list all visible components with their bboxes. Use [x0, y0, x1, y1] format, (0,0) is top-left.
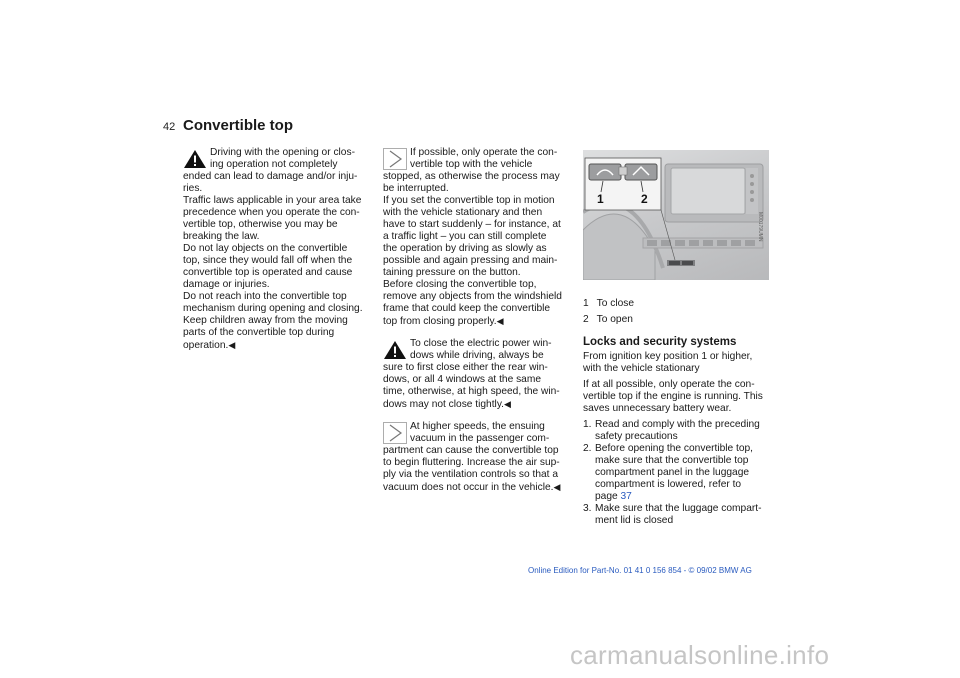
paragraph-line: From ignition key position 1 or higher, [583, 351, 753, 362]
warning-line: damage or injuries. [183, 279, 270, 290]
note-line: frame that could keep the convertible [383, 303, 551, 314]
warning-triangle-icon [383, 339, 407, 361]
note-lead-line: At higher speeds, the ensuing [410, 421, 545, 432]
note-line: the operation by driving as slowly as [383, 243, 547, 254]
warning-line: sure to first close either the rear win- [383, 362, 548, 373]
note-line: have to start suddenly – for instance, at [383, 219, 561, 230]
warning-line: Do not reach into the convertible top [183, 291, 347, 302]
legend-number: 2 [583, 314, 589, 325]
note-line [383, 315, 576, 328]
page-number: 42 [163, 121, 176, 133]
callout-2-label: 2 [641, 192, 648, 206]
warning-note-driving [183, 147, 376, 352]
paragraph-line: vertible top if the engine is running. This [583, 391, 763, 402]
warning-line: vertible top, otherwise you may be [183, 219, 338, 230]
step-line: compartment panel in the luggage [595, 467, 750, 478]
note-line: stopped, as otherwise the process may [383, 171, 560, 182]
end-mark-icon: ◀ [503, 399, 511, 409]
step-line: make sure that the convertible top [595, 455, 749, 466]
warning-lead-line: To close the electric power win- [410, 338, 552, 349]
note-line [383, 481, 576, 494]
step-item [583, 443, 777, 503]
site-watermark: carmanualsonline.info [570, 640, 830, 670]
step-line [595, 491, 777, 503]
warning-line-text: operation. [183, 340, 229, 351]
warning-lead-line: Driving with the opening or clos- [210, 147, 355, 158]
legend-item [583, 314, 777, 326]
step-item [583, 419, 777, 443]
note-line: partment can cause the convertible top [383, 445, 559, 456]
note-line: to begin fluttering. Increase the air sup- [383, 457, 560, 468]
dashboard-illustration [583, 150, 769, 280]
step-number: 1. [583, 419, 592, 430]
note-line: possible and again pressing and main- [383, 255, 558, 266]
warning-line [383, 398, 576, 411]
legend-item [583, 298, 777, 310]
warning-line: top, since they would fall off when the [183, 255, 353, 266]
page-reference-link[interactable]: 37 [620, 491, 632, 502]
end-mark-icon: ◀ [228, 340, 236, 350]
warning-line: precedence when you operate the con- [183, 207, 360, 218]
warning-line: time, otherwise, at high speed, the win- [383, 386, 560, 397]
note-arrow-icon [383, 148, 407, 170]
image-reference-id: M00179UMN [757, 212, 763, 242]
page-ref-prefix: page [595, 491, 621, 502]
step-line: ment lid is closed [595, 515, 674, 526]
note-line: remove any objects from the windshield [383, 291, 562, 302]
warning-line: ended can lead to damage and/or inju- [183, 171, 358, 182]
warning-note-windows [383, 338, 576, 411]
step-line: Read and comply with the preceding [595, 419, 760, 430]
step-line: compartment is lowered, refer to [595, 479, 742, 490]
warning-line [183, 339, 376, 352]
warning-line: ries. [183, 183, 203, 194]
note-line: be interrupted. [383, 183, 449, 194]
note-lead-line: vertible top with the vehicle [410, 159, 533, 170]
legend-label: To open [596, 314, 633, 325]
column-3 [583, 150, 777, 527]
warning-line: dows, or all 4 windows at the same [383, 374, 541, 385]
paragraph-line: saves unnecessary battery wear. [583, 403, 732, 414]
warning-line: ing operation not completely [210, 159, 338, 170]
column-2 [383, 147, 576, 504]
note-line: ply via the ventilation controls so that a [383, 469, 558, 480]
photo-legend [583, 298, 777, 326]
warning-line: mechanism during opening and closing. [183, 303, 363, 314]
warning-line: convertible top is operated and cause [183, 267, 353, 278]
note-arrow-icon [383, 422, 407, 444]
steps-list [583, 419, 777, 527]
info-note-fluttering [383, 421, 576, 494]
step-item [583, 503, 777, 527]
note-line: with the vehicle stationary and then [383, 207, 543, 218]
note-lead-line: vacuum in the passenger com- [410, 433, 550, 444]
info-note-operate-stationary [383, 147, 576, 328]
warning-line-text: dows may not close tightly. [383, 399, 504, 410]
step-line: safety precautions [595, 431, 678, 442]
paragraph-line: with the vehicle stationary [583, 363, 700, 374]
step-line: Before opening the convertible top, [595, 443, 754, 454]
note-lead-line: If possible, only operate the con- [410, 147, 558, 158]
note-line-text: top from closing properly. [383, 316, 497, 327]
note-line: If you set the convertible top in motion [383, 195, 555, 206]
section-heading: Locks and security systems [583, 336, 737, 348]
note-line: Before closing the convertible top, [383, 279, 537, 290]
warning-line: Keep children away from the moving [183, 315, 348, 326]
paragraph-line: If at all possible, only operate the con- [583, 379, 755, 390]
callout-1-label: 1 [597, 192, 604, 206]
dashboard-photo [583, 150, 769, 280]
warning-line: Do not lay objects on the convertible [183, 243, 348, 254]
paragraph-engine [583, 379, 777, 415]
end-mark-icon: ◀ [496, 316, 504, 326]
warning-line: parts of the convertible top during [183, 327, 335, 338]
step-number: 2. [583, 443, 592, 454]
warning-line: breaking the law. [183, 231, 260, 242]
legend-number: 1 [583, 298, 589, 309]
warning-lead-line: dows while driving, always be [410, 350, 544, 361]
end-mark-icon: ◀ [553, 482, 561, 492]
column-1 [183, 147, 376, 362]
page-title: Convertible top [183, 117, 294, 134]
step-line: Make sure that the luggage compart- [595, 503, 762, 514]
note-line-text: vacuum does not occur in the vehicle. [383, 482, 554, 493]
paragraph-ignition [583, 351, 777, 375]
note-line: taining pressure on the button. [383, 267, 521, 278]
footer-edition-note: Online Edition for Part-No. 01 41 0 156 854 - © 09/02 BMW AG [528, 566, 752, 575]
warning-triangle-icon [183, 148, 207, 170]
warning-line: Traffic laws applicable in your area take [183, 195, 362, 206]
legend-label: To close [596, 298, 635, 309]
step-number: 3. [583, 503, 592, 514]
note-line: a traffic light – you can still complete [383, 231, 547, 242]
